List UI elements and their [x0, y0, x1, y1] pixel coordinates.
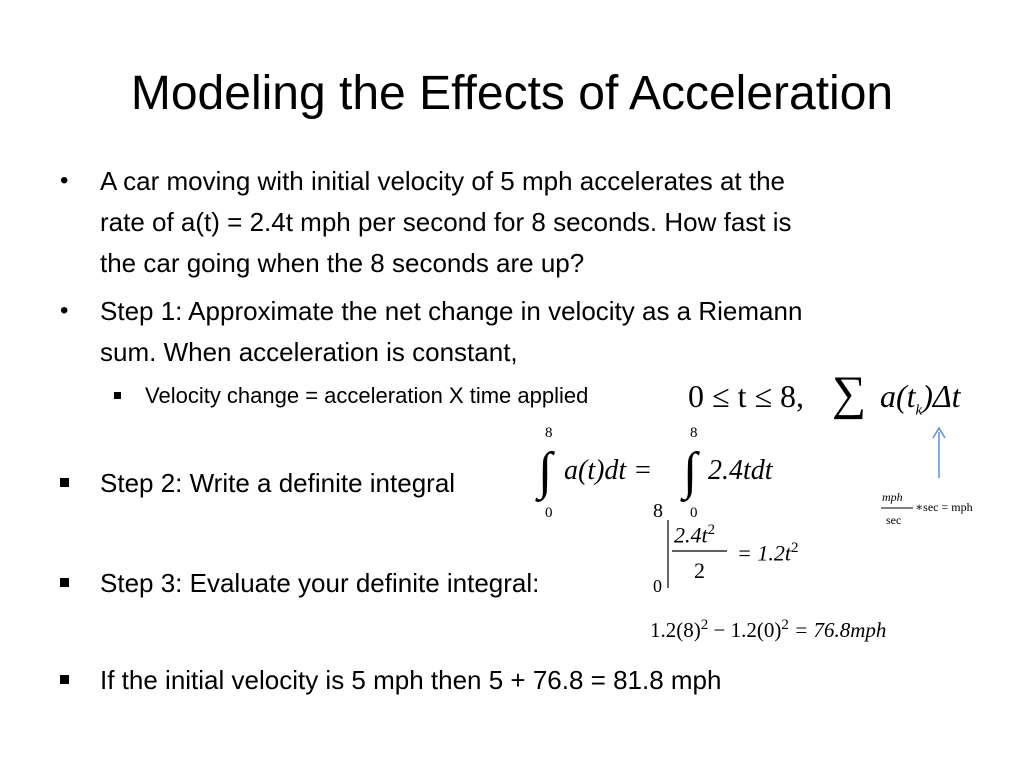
eval-numerator: $2.4t^2$ — [674, 522, 716, 548]
bullet-dot: • — [60, 167, 69, 194]
final-computation: $1.2(8)^2 - 1.2(0)^2 = 76.8mph$ — [650, 617, 887, 642]
units-rest: ∗sec = mph — [915, 500, 973, 514]
sigma-symbol: ∑ — [832, 367, 867, 420]
eval-lower-limit: 0 — [653, 576, 662, 596]
slide-title: Modeling the Effects of Acceleration — [130, 67, 894, 120]
units-denominator: sec — [886, 513, 902, 527]
bullet-5-text: If the initial velocity is 5 mph then 5 + 76.8 = 81.8 mph — [100, 665, 722, 695]
sub-bullet-text: Velocity change = acceleration X time applied — [145, 383, 589, 408]
eval-upper-limit: 8 — [653, 500, 663, 522]
bullet-1-line-3: the car going when the 8 seconds are up? — [100, 248, 585, 278]
riemann-inequality: 0 ≤ t ≤ 8, — [688, 378, 805, 414]
integral-lower-limit: 0 — [545, 505, 553, 521]
bullet-2-line-1: Step 1: Approximate the net change in velocity as a Riemann — [100, 296, 803, 326]
bullet-1-line-1: A car moving with initial velocity of 5 mph accelerates at the — [100, 166, 785, 196]
bullet-3-text: Step 2: Write a definite integral — [100, 468, 456, 498]
integral-lhs: a(t)dt = — [564, 455, 653, 486]
units-numerator: mph — [882, 490, 903, 504]
integral-sign-2: ∫ — [683, 443, 698, 500]
integral-sign: ∫ — [538, 443, 553, 500]
riemann-term: $a(t_k)\Delta t$ — [880, 378, 961, 419]
bullet-2-line-2: sum. When acceleration is constant, — [100, 337, 518, 367]
integral-lower-limit-2: 0 — [690, 505, 698, 521]
eval-result: = $1.2t^2$ — [737, 540, 799, 566]
integral-upper-limit-2: 8 — [690, 425, 698, 441]
integral-upper-limit: 8 — [545, 425, 553, 441]
bullet-dot: • — [60, 297, 69, 324]
bullet-1-line-2: rate of a(t) = 2.4t mph per second for 8 seconds. How fast is — [100, 207, 792, 237]
eval-denominator: 2 — [694, 558, 705, 583]
integral-rhs: 2.4tdt — [708, 455, 773, 486]
bullet-4-text: Step 3: Evaluate your definite integral: — [100, 568, 540, 598]
